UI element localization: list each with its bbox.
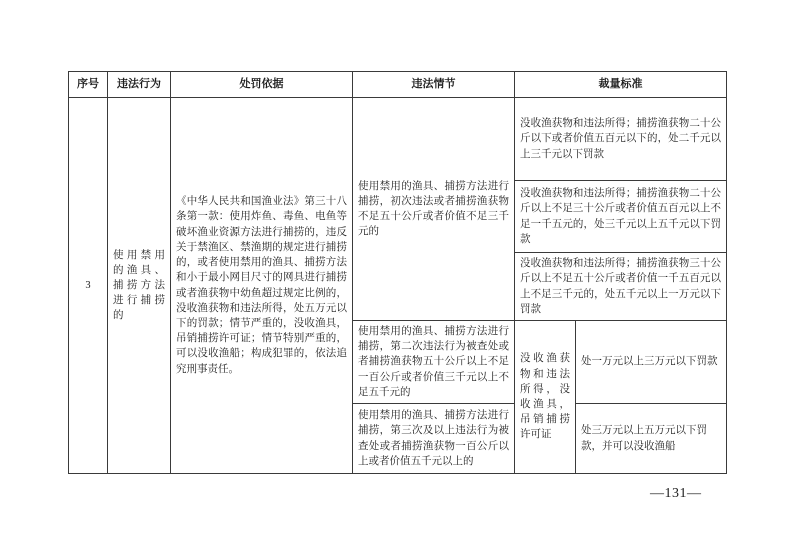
cell-illegal-behavior: 使用禁用的渔具、捕捞方法进行捕捞的 xyxy=(108,98,171,474)
header-behavior: 违法行为 xyxy=(108,72,171,98)
cell-standard-3: 没收渔获物和违法所得；捕捞渔获物三十公斤以上不足五十公斤或者价值一千五百元以上不足三千元的，处五千元以上一万元以下罚款 xyxy=(515,253,727,321)
header-seq: 序号 xyxy=(69,72,108,98)
table-header-row xyxy=(69,72,727,98)
cell-seq-number: 3 xyxy=(69,98,108,474)
cell-standard-fine-2: 处一万元以上三万元以下罚款 xyxy=(576,321,727,404)
table-row xyxy=(69,98,727,181)
cell-penalty-basis: 《中华人民共和国渔业法》第三十八条第一款：使用炸鱼、毒鱼、电鱼等破坏渔业资源方法进行捕捞的，违反关于禁渔区、禁渔期的规定进行捕捞的，或者使用禁用的渔具、捕捞方法和小于最小网目尺寸的网具进行捕捞或者渔获物中幼鱼超过规定比例的，没收渔获物和违法所得，处五万元以下的罚款；情节严重的，没收渔具，吊销捕捞许可证；情节特别严重的，可以没收渔船；构成犯罪的，依法追究刑事责任。 xyxy=(171,98,353,474)
cell-standard-shared-confiscation: 没收渔获物和违法所得，没收渔具，吊销捕捞许可证 xyxy=(515,321,576,474)
page-number: —131— xyxy=(650,486,702,501)
cell-circumstance-2: 使用禁用的渔具、捕捞方法进行捕捞，第二次违法行为被查处或者捕捞渔获物五十公斤以上不足一百公斤或者价值三千元以上不足五千元的 xyxy=(353,321,515,404)
cell-circumstance-3: 使用禁用的渔具、捕捞方法进行捕捞，第三次及以上违法行为被查处或者捕捞渔获物一百公斤以上或者价值五千元以上的 xyxy=(353,404,515,474)
cell-standard-1: 没收渔获物和违法所得；捕捞渔获物二十公斤以下或者价值五百元以下的，处二千元以上三千元以下罚款 xyxy=(515,98,727,181)
header-standard: 裁量标准 xyxy=(515,72,727,98)
cell-circumstance-1: 使用禁用的渔具、捕捞方法进行捕捞，初次违法或者捕捞渔获物不足五十公斤或者价值不足三千元的 xyxy=(353,98,515,321)
cell-standard-fine-3: 处三万元以上五万元以下罚款，并可以没收渔船 xyxy=(576,404,727,474)
penalty-table xyxy=(68,71,727,474)
header-basis: 处罚依据 xyxy=(171,72,353,98)
header-circumstance: 违法情节 xyxy=(353,72,515,98)
cell-standard-2: 没收渔获物和违法所得；捕捞渔获物二十公斤以上不足三十公斤或者价值五百元以上不足一千五元的，处三千元以上五千元以下罚款 xyxy=(515,181,727,253)
